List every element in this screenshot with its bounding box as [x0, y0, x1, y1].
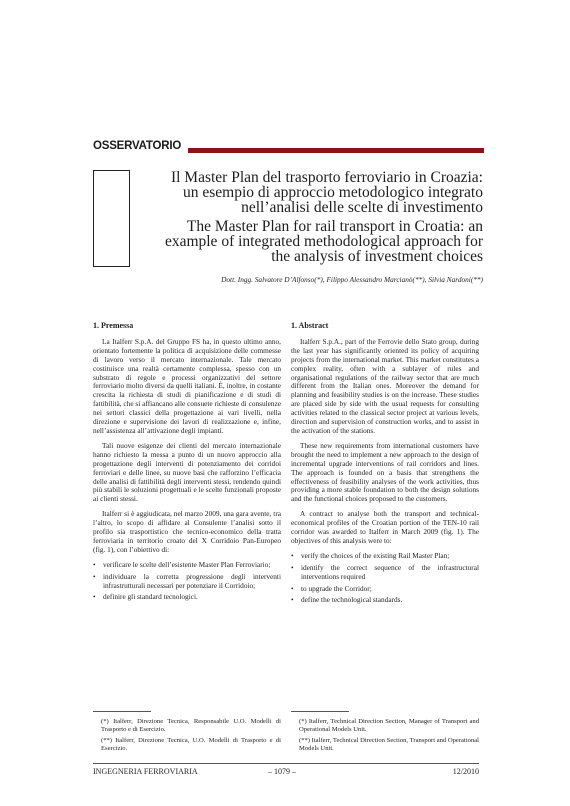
footnotes-left	[93, 718, 281, 756]
article-title-english: The Master Plan for rail transport in Croatia: an example of integrated methodological approach for the analysis of investment choices	[164, 218, 483, 265]
paragraph: La Italferr S.p.A. del Gruppo FS ha, in questo ultimo anno, orientato fortemente la politica di acquisizione delle commesse di lavoro verso il mercato internazionale. Tale mercato costituisce una realtà certamente complessa, spesso con un substrato di regole e processi organizzativi del settore ferroviario molto diversi da quelli italiani. È, inoltre, in costante crescita la richiesta di studi di pianificazione e di studi di fattibilità, che si affiancano alle consuete richieste di consulenze nei settori classici della progettazione ai vari livelli, nella direzione e supervisione dei lavori di realizzazione e, infine, nell’assistenza all’attivazione degli impianti.	[93, 336, 281, 435]
list-item: • to upgrade the Corridor;	[291, 585, 479, 594]
journal-name: INGEGNERIA FERROVIARIA	[93, 767, 198, 776]
footnote: (*) Italferr, Technical Direction Section, Manager of Transport and Operational Models Unit.	[299, 718, 479, 733]
paragraph: A contract to analyse both the transport and technical-economical profiles of the Croatian portion of the TEN-10 rail corridor was awarded to Italferr in March 2009 (fig. 1). The objectives of this analysis were to:	[291, 509, 479, 545]
footnote: (*) Italferr, Direzione Tecnica, Responsabile U.O. Modelli di Trasporto e di Esercizio.	[101, 718, 281, 733]
page-number: – 1079 –	[268, 767, 296, 776]
section-rule	[188, 148, 484, 153]
decorative-frame	[93, 170, 130, 267]
paragraph: Tali nuove esigenze dei clienti del mercato internazionale hanno richiesto la messa a punto di un nuovo approccio alla progettazione degli interventi di potenziamento dei corridoi ferroviari e delle linee, su nuove basi che rafforzino l’efficacia delle analisi di fattibilità degli interventi stessi, rendendo quindi più stabili le soluzioni progettuali e le scelte funzionali proposte ai clienti stessi.	[93, 440, 281, 504]
list-item: • identify the correct sequence of the infrastructural interventions required	[291, 564, 479, 582]
paragraph: Italferr si è aggiudicata, nel marzo 2009, una gara avente, tra l’altro, lo scopo di affidare al Consulente l’analisi sotto il profilo sia trasportistico che tecnico-economico della tratta ferroviaria in territorio croato del X Corridoio Pan-Europeo (fig. 1), con l’obiettivo di:	[93, 509, 281, 554]
footnote-rule	[93, 711, 151, 712]
paragraph: Italferr S.p.A., part of the Ferrovie dello Stato group, during the last year has significantly oriented its policy of acquiring projects from the international market. This market constitutes a complex reality, often with a sublayer of rules and organisational regulations of the railway sector that are much different from the Italian ones. Moreover the demand for planning and feasibility studies is on the increase. These studies are placed side by side with the usual requests for consulting activities related to the classical sector project at various levels, direction and supervision of construction works, and to assist in the activation of the stations.	[291, 336, 479, 435]
footer-rule	[93, 763, 479, 764]
section-heading-premessa: 1. Premessa	[93, 321, 134, 330]
article-title-italian: Il Master Plan del trasporto ferroviario in Croazia: un esempio di approccio metodologico integrato nell’analisi delle scelte di investimento	[170, 169, 483, 216]
list-item: • definire gli standard tecnologici.	[93, 593, 281, 602]
list-item: • verificare le scelte dell’esistente Master Plan Ferroviario;	[93, 561, 281, 570]
footnote: (**) Italferr, Technical Direction Section, Transport and Operational Models Unit.	[299, 737, 479, 752]
list-item: • verify the choices of the existing Rail Master Plan;	[291, 552, 479, 561]
authors-line: Dott. Ingg. Salvatore D’Alfonso(*), Filippo Alessandro Marcianò(**), Silvia Nardoni(**)	[221, 275, 483, 284]
section-label: OSSERVATORIO	[93, 140, 182, 152]
footnote: (**) Italferr, Direzione Tecnica, U.O. Modelli di Trasporto e di Esercizio.	[101, 737, 281, 752]
footnotes-right	[291, 718, 479, 756]
right-column	[291, 322, 479, 608]
list-item: • define the technological standards.	[291, 596, 479, 605]
section-heading-abstract: 1. Abstract	[291, 321, 329, 330]
left-column	[93, 322, 281, 605]
objectives-list	[291, 552, 479, 606]
issue-date: 12/2010	[452, 767, 479, 776]
objectives-list	[93, 561, 281, 603]
footnote-rule	[291, 711, 349, 712]
paragraph: These new requirements from international customers have brought the need to implement a new approach to the design of incremental upgrade interventions of rail corridors and lines. The approach is founded on a basis that strengthens the effectiveness of feasibility analyses of the work activities, thus providing a more stable foundation to both the design solutions and the functional choices proposed to the customers.	[291, 440, 479, 504]
list-item: • individuare la corretta progressione degli interventi infrastrutturali necessari per potenziare il Corridoio;	[93, 573, 281, 591]
